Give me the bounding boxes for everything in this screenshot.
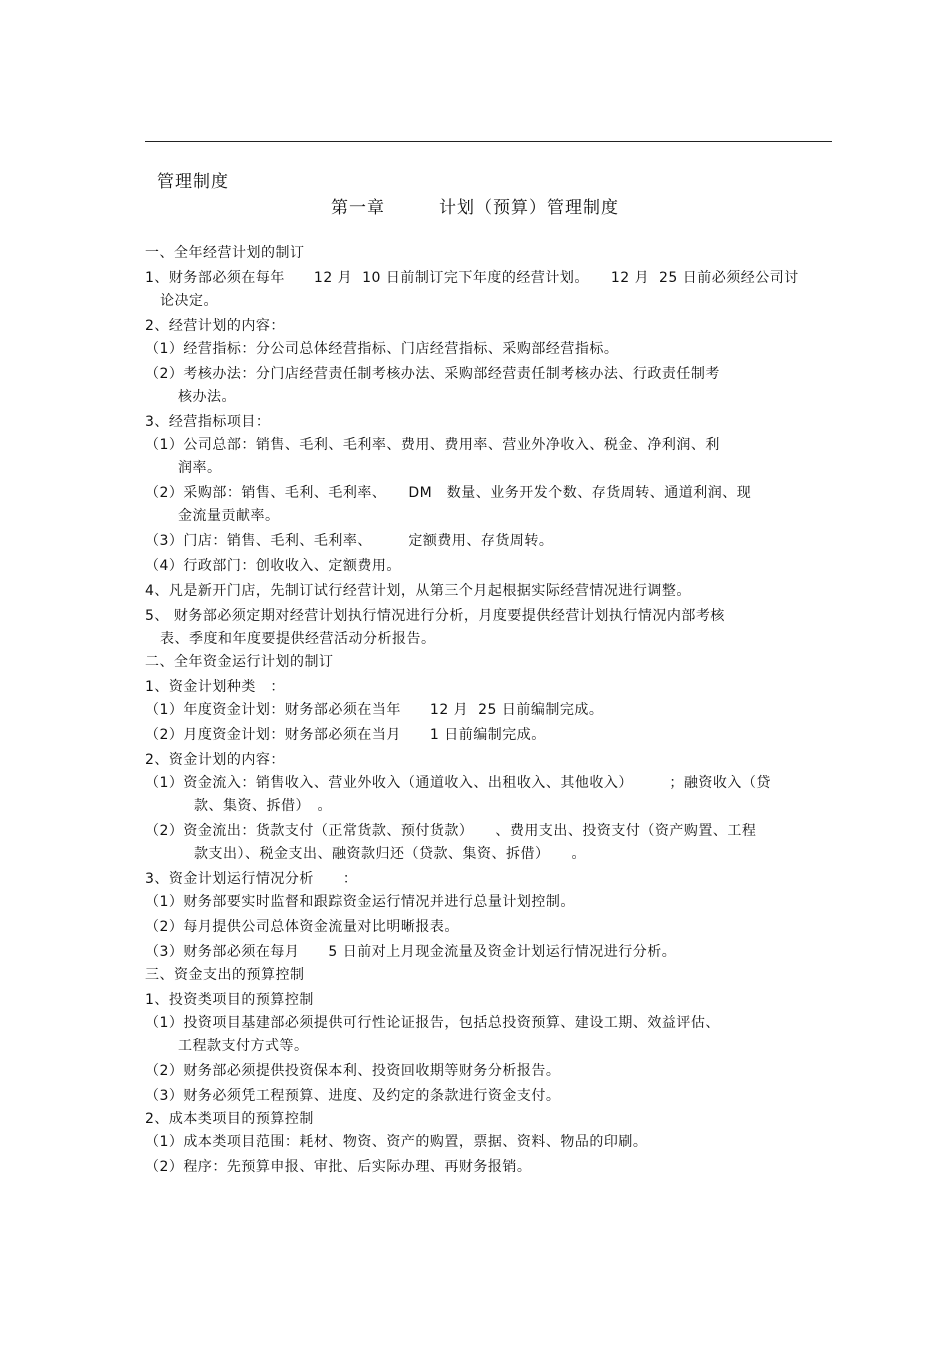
text-line: （2）程序：先预算申报、审批、后实际办理、再财务报销。 xyxy=(145,1159,532,1175)
text-line: 三、资金支出的预算控制 xyxy=(145,967,305,983)
text-line: （1）公司总部：销售、毛利、毛利率、费用、费用率、营业外净收入、税金、净利润、利 xyxy=(145,437,720,453)
text-line: 款、集资、拆借） 。 xyxy=(194,798,332,814)
text-line: （2）每月提供公司总体资金流量对比明晰报表。 xyxy=(145,919,459,935)
header-rule xyxy=(145,141,832,142)
text-line: 2、成本类项目的预算控制 xyxy=(145,1111,314,1127)
text-line: （3）门店：销售、毛利、毛利率、 定额费用、存货周转。 xyxy=(145,533,554,549)
text-line: （1）资金流入：销售收入、营业外收入（通道收入、出租收入、其他收入） ；融资收入（贷 xyxy=(145,775,771,791)
text-line: （1）成本类项目范围：耗材、物资、资产的购置，票据、资料、物品的印刷。 xyxy=(145,1134,648,1150)
text-line: （1）经营指标：分公司总体经营指标、门店经营指标、采购部经营指标。 xyxy=(145,341,619,357)
text-line: （1）投资项目基建部必须提供可行性论证报告，包括总投资预算、建设工期、效益评估、 xyxy=(145,1015,720,1031)
text-line: （3）财务必须凭工程预算、进度、及约定的条款进行资金支付。 xyxy=(145,1088,561,1104)
text-line: 1、财务部必须在每年 12 月 10 日前制订完下年度的经营计划。 12 月 25 日前必须经公司讨 xyxy=(145,270,799,286)
text-line: （3）财务部必须在每月 5 日前对上月现金流量及资金计划运行情况进行分析。 xyxy=(145,944,677,960)
text-line: 表、季度和年度要提供经营活动分析报告。 xyxy=(160,631,436,647)
text-line: （2）财务部必须提供投资保本利、投资回收期等财务分析报告。 xyxy=(145,1063,561,1079)
chapter-title: 第一章 计划（预算）管理制度 xyxy=(331,198,619,218)
text-line: 金流量贡献率。 xyxy=(178,508,280,524)
text-line: （2）资金流出：货款支付（正常货款、预付货款） 、费用支出、投资支付（资产购置、工程 xyxy=(145,823,757,839)
text-line: 2、资金计划的内容： xyxy=(145,752,285,768)
text-line: 一、全年经营计划的制订 xyxy=(145,245,305,261)
text-line: 核办法。 xyxy=(178,389,236,405)
text-line: （1）财务部要实时监督和跟踪资金运行情况并进行总量计划控制。 xyxy=(145,894,575,910)
text-line: 3、经营指标项目： xyxy=(145,414,271,430)
text-line: 1、资金计划种类 ： xyxy=(145,679,285,695)
text-line: 5、 财务部必须定期对经营计划执行情况进行分析，月度要提供经营计划执行情况内部考核 xyxy=(145,608,725,624)
document-body xyxy=(145,242,815,1179)
text-line: 论决定。 xyxy=(160,293,218,309)
text-line: 3、资金计划运行情况分析 ： xyxy=(145,871,358,887)
text-line: （2）采购部：销售、毛利、毛利率、 DM 数量、业务开发个数、存货周转、通道利润、现 xyxy=(145,485,752,501)
text-line: 2、经营计划的内容： xyxy=(145,318,285,334)
text-line: （2）考核办法：分门店经营责任制考核办法、采购部经营责任制考核办法、行政责任制考 xyxy=(145,366,720,382)
text-line: 4、凡是新开门店，先制订试行经营计划，从第三个月起根据实际经营情况进行调整。 xyxy=(145,583,691,599)
text-line: （1）年度资金计划：财务部必须在当年 12 月 25 日前编制完成。 xyxy=(145,702,604,718)
text-line: （2）月度资金计划：财务部必须在当月 1 日前编制完成。 xyxy=(145,727,546,743)
document-title: 管理制度 xyxy=(157,172,229,192)
text-line: 1、投资类项目的预算控制 xyxy=(145,992,314,1008)
text-line: 二、全年资金运行计划的制订 xyxy=(145,654,334,670)
text-line: 润率。 xyxy=(178,460,222,476)
text-line: （4）行政部门：创收收入、定额费用。 xyxy=(145,558,401,574)
text-line: 款支出）、税金支出、融资款归还（贷款、集资、拆借） 。 xyxy=(194,846,586,862)
text-line: 工程款支付方式等。 xyxy=(178,1038,309,1054)
